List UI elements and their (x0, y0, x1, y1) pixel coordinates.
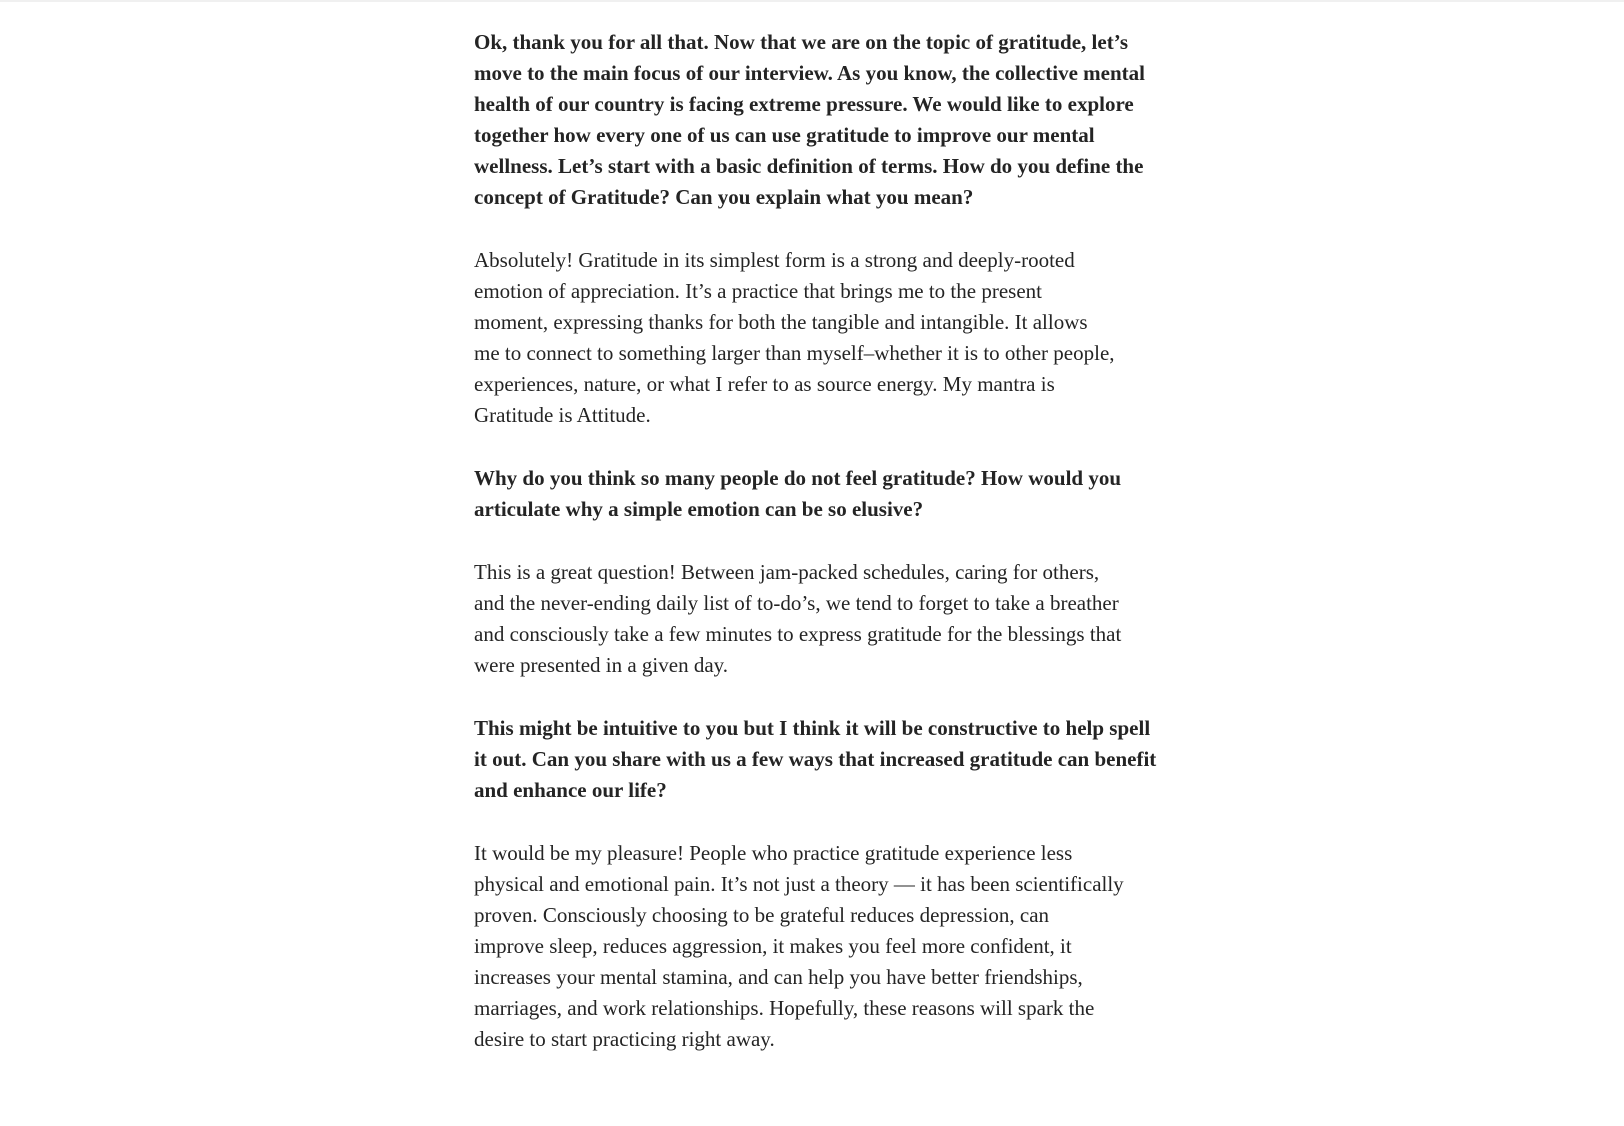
text-line: together how every one of us can use gratitude to improve our mental (474, 123, 1095, 147)
text-line: it out. Can you share with us a few ways that increased gratitude can benefit (474, 747, 1157, 771)
article-body (474, 27, 1157, 1087)
text-line: marriages, and work relationships. Hopefully, these reasons will spark the (474, 996, 1095, 1020)
text-line: me to connect to something larger than myself–whether it is to other people, (474, 341, 1115, 365)
text-line: proven. Consciously choosing to be grateful reduces depression, can (474, 903, 1050, 927)
text-line: This might be intuitive to you but I think it will be constructive to help spell (474, 716, 1151, 740)
interview-answer (474, 557, 1154, 681)
text-line: emotion of appreciation. It’s a practice that brings me to the present (474, 279, 1042, 303)
interview-question (474, 27, 1154, 213)
interview-answer (474, 245, 1154, 431)
interview-answer (474, 838, 1154, 1055)
text-line: improve sleep, reduces aggression, it makes you feel more confident, it (474, 934, 1072, 958)
text-line: concept of Gratitude? Can you explain what you mean? (474, 185, 974, 209)
text-line: physical and emotional pain. It’s not just a theory — it has been scientifically (474, 872, 1124, 896)
text-line: were presented in a given day. (474, 653, 729, 677)
text-line: and consciously take a few minutes to express gratitude for the blessings that (474, 622, 1122, 646)
text-line: and enhance our life? (474, 778, 667, 802)
text-line: and the never-ending daily list of to-do’s, we tend to forget to take a breather (474, 591, 1119, 615)
text-line: Absolutely! Gratitude in its simplest form is a strong and deeply-rooted (474, 248, 1075, 272)
text-line: move to the main focus of our interview. As you know, the collective mental (474, 61, 1145, 85)
interview-question (474, 463, 1154, 525)
text-line: increases your mental stamina, and can help you have better friendships, (474, 965, 1083, 989)
text-line: wellness. Let’s start with a basic definition of terms. How do you define the (474, 154, 1144, 178)
text-line: health of our country is facing extreme pressure. We would like to explore (474, 92, 1134, 116)
text-line: moment, expressing thanks for both the tangible and intangible. It allows (474, 310, 1088, 334)
top-divider (0, 0, 1624, 2)
text-line: articulate why a simple emotion can be so elusive? (474, 497, 924, 521)
text-line: Why do you think so many people do not feel gratitude? How would you (474, 466, 1122, 490)
text-line: It would be my pleasure! People who practice gratitude experience less (474, 841, 1073, 865)
text-line: Ok, thank you for all that. Now that we are on the topic of gratitude, let’s (474, 30, 1129, 54)
text-line: Gratitude is Attitude. (474, 403, 651, 427)
text-line: This is a great question! Between jam-packed schedules, caring for others, (474, 560, 1100, 584)
text-line: desire to start practicing right away. (474, 1027, 775, 1051)
interview-question (474, 713, 1157, 806)
text-line: experiences, nature, or what I refer to as source energy. My mantra is (474, 372, 1055, 396)
